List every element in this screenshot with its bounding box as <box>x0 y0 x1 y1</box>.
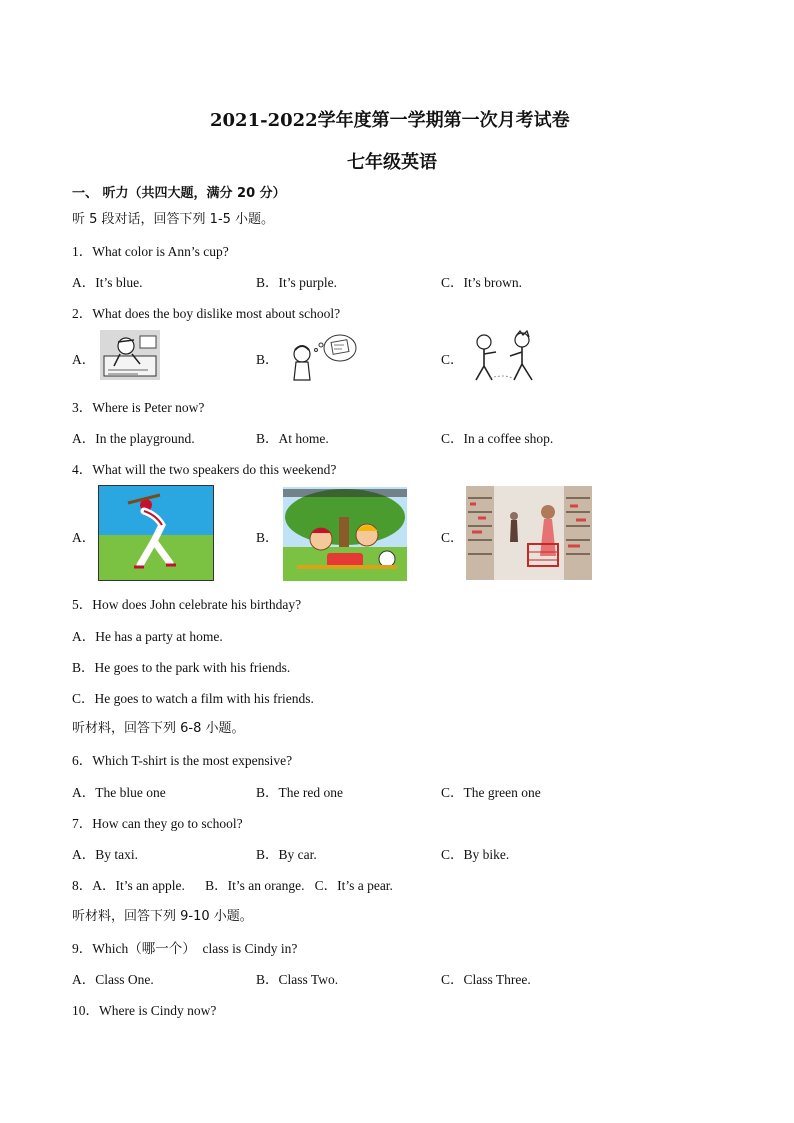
exam-subtitle: 七年级英语 <box>347 152 437 173</box>
question-3: 3．Where is Peter now? <box>72 400 205 415</box>
question-4: 4．What will the two speakers do this weekend? <box>72 462 337 477</box>
q7-option-a: A．By taxi. <box>72 847 138 862</box>
question-2: 2．What does the boy dislike most about school? <box>72 306 341 321</box>
q2-option-a: A． <box>72 352 96 367</box>
q4-option-b: B． <box>256 530 279 545</box>
q2-option-c: C． <box>441 352 464 367</box>
q2-option-b: B． <box>256 352 279 367</box>
question-6: 6．Which T-shirt is the most expensive? <box>72 753 293 768</box>
boys-arguing-picture <box>466 330 544 384</box>
baseball-player-picture <box>98 485 214 581</box>
q1-option-b: B．It’s purple. <box>256 275 337 290</box>
question-1: 1．What color is Ann’s cup? <box>72 244 229 259</box>
instruction-9-10: 听材料，回答下列 9-10 小题。 <box>72 909 253 924</box>
instruction-1-5: 听 5 段对话，回答下列 1-5 小题。 <box>72 212 275 227</box>
q1-option-c: C．It’s brown. <box>441 275 522 290</box>
exam-title: 2021-2022学年度第一学期第一次月考试卷 <box>210 110 570 131</box>
q3-option-c: C．In a coffee shop. <box>441 431 554 446</box>
q6-option-a: A．The blue one <box>72 785 166 800</box>
section-heading: 一、 听力（共四大题，满分 20 分） <box>72 186 286 201</box>
q3-option-a: A．In the playground. <box>72 431 195 446</box>
q5-option-a: A．He has a party at home. <box>72 629 223 644</box>
q6-option-c: C．The green one <box>441 785 541 800</box>
q5-option-b: B．He goes to the park with his friends. <box>72 660 291 675</box>
q4-option-c: C． <box>441 530 464 545</box>
q7-option-b: B．By car. <box>256 847 317 862</box>
q1-option-a: A．It’s blue. <box>72 275 143 290</box>
picnic-cartoon-picture <box>283 487 407 581</box>
question-10: 10．Where is Cindy now? <box>72 1003 217 1018</box>
boy-thinking-picture <box>286 332 358 384</box>
supermarket-shopping-picture <box>466 486 592 580</box>
q3-option-b: B．At home. <box>256 431 329 446</box>
q7-option-c: C．By bike. <box>441 847 510 862</box>
q4-option-a: A． <box>72 530 96 545</box>
q9-option-c: C．Class Three. <box>441 972 531 987</box>
question-8: 8．A．It’s an apple. B．It’s an orange. C．It’s a pear. <box>72 878 393 893</box>
q5-option-c: C．He goes to watch a film with his friends. <box>72 691 314 706</box>
question-7: 7．How can they go to school? <box>72 816 243 831</box>
q6-option-b: B．The red one <box>256 785 343 800</box>
question-9: 9．Which（哪一个） class is Cindy in? <box>72 941 298 956</box>
boy-at-desk-picture <box>100 330 160 380</box>
q9-option-b: B．Class Two. <box>256 972 339 987</box>
instruction-6-8: 听材料，回答下列 6-8 小题。 <box>72 721 245 736</box>
question-5: 5．How does John celebrate his birthday? <box>72 597 302 612</box>
q9-option-a: A．Class One. <box>72 972 154 987</box>
